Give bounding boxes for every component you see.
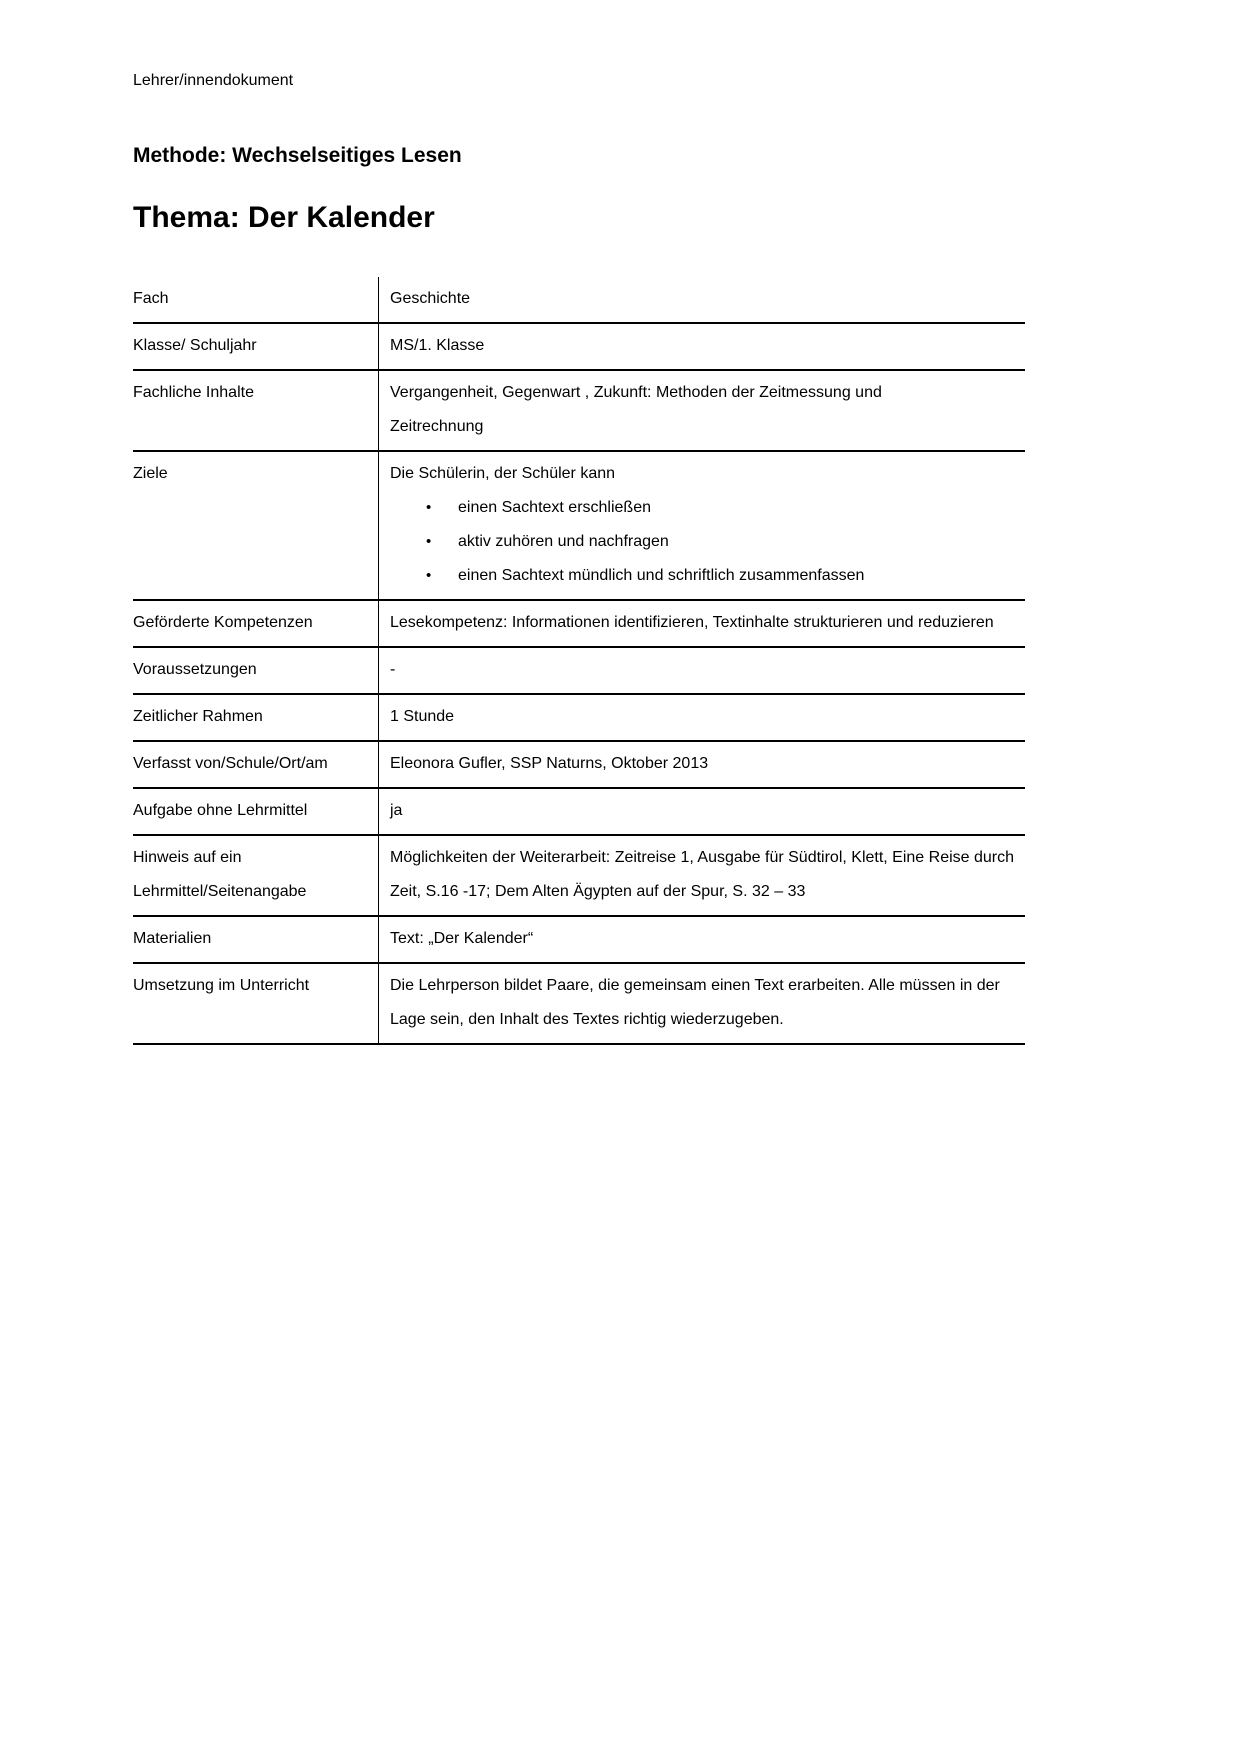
table-row-gefoerderte-kompetenzen <box>133 601 1025 648</box>
row-value <box>378 836 1025 915</box>
row-value <box>378 917 1025 962</box>
table-row-fach <box>133 277 1025 324</box>
row-value-text: 1 Stunde <box>390 708 455 725</box>
row-label <box>133 917 378 962</box>
table-row-materialien <box>133 917 1025 964</box>
table-row-umsetzung-im-unterricht <box>133 964 1025 1045</box>
page-title: Thema: Der Kalender <box>133 201 435 234</box>
row-value <box>378 324 1025 369</box>
row-label <box>133 695 378 740</box>
bullet-text: aktiv zuhören und nachfragen <box>458 533 669 550</box>
method-heading: Methode: Wechselseitiges Lesen <box>133 144 462 167</box>
row-label-text: Aufgabe ohne Lehrmittel <box>133 802 308 819</box>
bullet-icon: • <box>426 567 432 584</box>
row-value-text: MS/1. Klasse <box>390 337 485 354</box>
table-row-voraussetzungen <box>133 648 1025 695</box>
bullet-item <box>390 559 1017 593</box>
row-label-text: Hinweis auf ein Lehrmittel/Seitenangabe <box>133 849 307 900</box>
table-row-klasse-schuljahr <box>133 324 1025 371</box>
row-value <box>378 371 1025 450</box>
bullet-item <box>390 491 1017 525</box>
table-row-hinweis-lehrmittel <box>133 836 1025 917</box>
row-value-text: Eleonora Gufler, SSP Naturns, Oktober 2013 <box>390 755 709 772</box>
row-label-text: Fachliche Inhalte <box>133 384 254 401</box>
lesson-table <box>133 277 1025 1045</box>
row-value <box>378 277 1025 322</box>
doc-type-label: Lehrer/innendokument <box>133 72 294 89</box>
bullet-icon: • <box>426 499 432 516</box>
row-value <box>378 789 1025 834</box>
row-label-text: Geförderte Kompetenzen <box>133 614 313 631</box>
row-label <box>133 371 378 450</box>
table-row-verfasst-von <box>133 742 1025 789</box>
ziele-bullet-list <box>390 491 1017 593</box>
table-row-zeitlicher-rahmen <box>133 695 1025 742</box>
row-value <box>378 601 1025 646</box>
row-label <box>133 789 378 834</box>
row-label <box>133 324 378 369</box>
row-value-text: Vergangenheit, Gegenwart , Zukunft: Methoden der Zeitmessung und Zeitrechnung <box>390 384 882 435</box>
row-label-text: Klasse/ Schuljahr <box>133 337 257 354</box>
row-value-text: Möglichkeiten der Weiterarbeit: Zeitreise 1, Ausgabe für Südtirol, Klett, Eine Reise durch Zeit, S.16 -17; Dem Alten Ägypten auf der Spur, S. 32 – 33 <box>390 849 1015 900</box>
table-row-fachliche-inhalte <box>133 371 1025 452</box>
row-label <box>133 742 378 787</box>
row-value <box>378 695 1025 740</box>
row-value-text: Text: „Der Kalender“ <box>390 930 534 947</box>
row-value <box>378 648 1025 693</box>
bullet-item <box>390 525 1017 559</box>
row-value-text: Geschichte <box>390 290 471 307</box>
row-label-text: Umsetzung im Unterricht <box>133 977 310 994</box>
row-label <box>133 452 378 599</box>
row-label <box>133 601 378 646</box>
bullet-text: einen Sachtext erschließen <box>458 499 651 516</box>
row-value <box>378 964 1025 1043</box>
row-value <box>378 742 1025 787</box>
row-value-text: - <box>390 661 396 678</box>
table-row-aufgabe-ohne-lehrmittel <box>133 789 1025 836</box>
row-label <box>133 648 378 693</box>
row-label <box>133 277 378 322</box>
row-label-text: Zeitlicher Rahmen <box>133 708 263 725</box>
table-row-ziele <box>133 452 1025 601</box>
row-value-text: ja <box>390 802 403 819</box>
row-value-text: Lesekompetenz: Informationen identifizieren, Textinhalte strukturieren und reduzieren <box>390 614 994 631</box>
row-label-text: Voraussetzungen <box>133 661 257 678</box>
row-label <box>133 836 378 915</box>
row-label <box>133 964 378 1043</box>
row-label-text: Verfasst von/Schule/Ort/am <box>133 755 328 772</box>
bullet-icon: • <box>426 533 432 550</box>
row-label-text: Materialien <box>133 930 212 947</box>
row-label-text: Fach <box>133 290 169 307</box>
row-value <box>378 452 1025 599</box>
row-label-text: Ziele <box>133 465 168 482</box>
ziele-intro: Die Schülerin, der Schüler kann <box>390 465 616 482</box>
row-value-text: Die Lehrperson bildet Paare, die gemeinsam einen Text erarbeiten. Alle müssen in der Lage sein, den Inhalt des Textes richtig wiederzugeben. <box>390 977 1000 1028</box>
bullet-text: einen Sachtext mündlich und schriftlich zusammenfassen <box>458 567 865 584</box>
